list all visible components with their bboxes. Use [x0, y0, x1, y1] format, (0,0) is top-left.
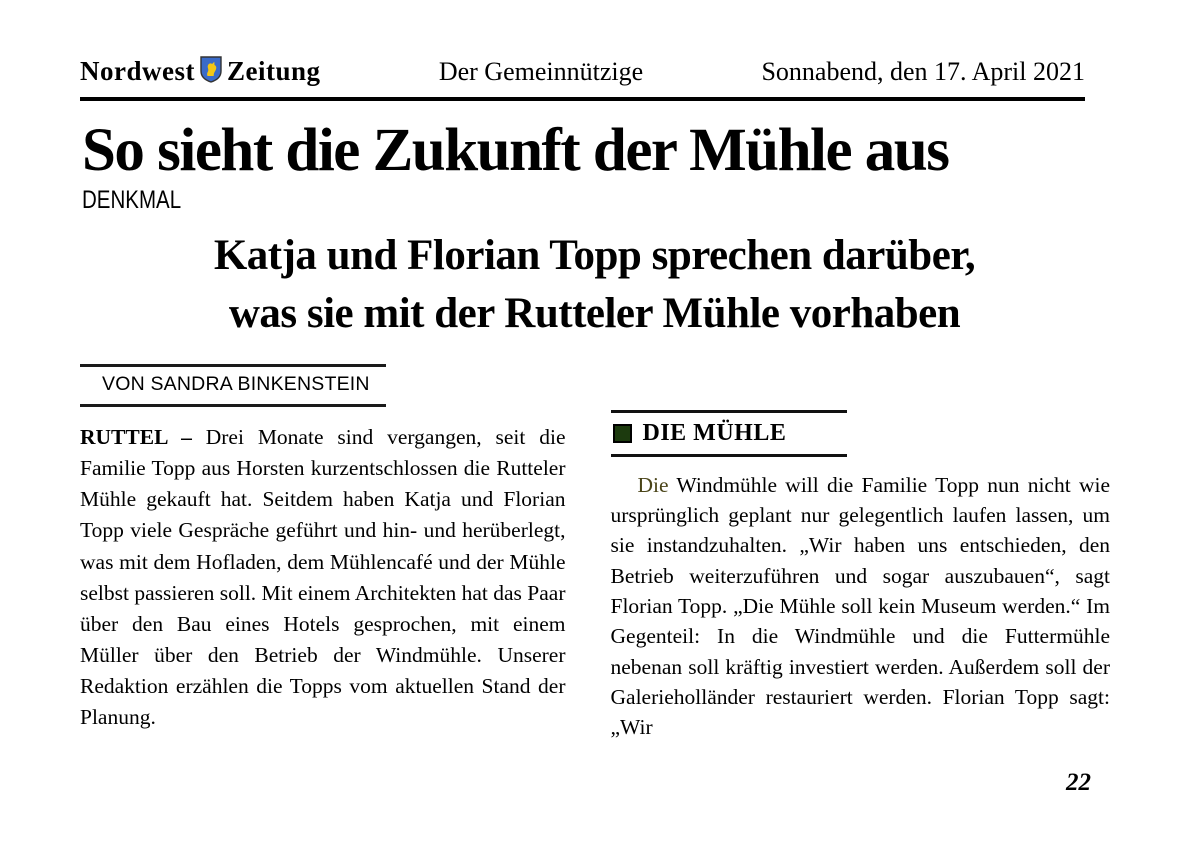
- right-column: [611, 364, 1111, 743]
- newspaper-logo: [80, 54, 321, 88]
- article-columns: [80, 364, 1110, 743]
- subheadline-line1: Katja und Florian Topp sprechen darüber,: [213, 232, 976, 280]
- dateline-lead: RUTTEL –: [80, 424, 192, 449]
- left-column-paragraph: [80, 422, 566, 734]
- infobox-header: [611, 410, 847, 457]
- infobox-title: DIE MÜHLE: [642, 419, 787, 446]
- infobox-first-word: Die: [637, 472, 669, 497]
- coat-of-arms-icon: [200, 56, 222, 90]
- logo-word-right: Zeitung: [226, 55, 321, 86]
- logo-word-left: Nordwest: [80, 55, 195, 86]
- page-number: 22: [1066, 769, 1091, 796]
- subheadline-line2: was sie mit der Rutteler Mühle vorhaben: [228, 289, 961, 337]
- infobox-paragraph: [611, 470, 1111, 743]
- issue-date: Sonnabend, den 17. April 2021: [761, 56, 1085, 86]
- kicker: DENKMAL: [82, 186, 182, 215]
- masthead: [80, 54, 1085, 101]
- byline: VON SANDRA BINKENSTEIN: [80, 364, 386, 407]
- left-column: [80, 364, 566, 743]
- section-title: Der Gemeinnützige: [438, 56, 644, 86]
- infobox-bullet-icon: [613, 424, 632, 443]
- headline: So sieht die Zukunft der Mühle aus: [82, 117, 949, 184]
- left-column-body: Drei Monate sind vergangen, seit die Familie Topp aus Horsten kurzentschlossen die Rutteler Mühle gekauft hat. Seitdem haben Katja und Florian Topp viele Gespräche geführt und hin- und herüberlegt, was mit dem Hofladen, dem Mühlencafé und der Mühle selbst passieren soll. Mit einem Architekten hat das Paar über den Bau eines Hotels gesprochen, mit einem Müller über den Betrieb der Windmühle. Unserer Redaktion erzählen die Topps vom aktuellen Stand der Planung.: [80, 424, 566, 730]
- subheadline: [60, 227, 1129, 341]
- infobox-body: Windmühle will die Familie Topp nun nicht wie ursprünglich geplant nur gelegentlich laufen lassen, um sie instandzuhalten. „Wir haben uns entschieden, den Betrieb weiterzuführen und sogar auszubauen“, sagt Florian Topp. „Die Mühle soll kein Museum werden.“ Im Gegenteil: In die Windmühle und die Futtermühle nebenan soll kräftig investiert werden. Außerdem soll der Galerieholländer restauriert werden. Florian Topp sagt: „Wir: [610, 472, 1110, 740]
